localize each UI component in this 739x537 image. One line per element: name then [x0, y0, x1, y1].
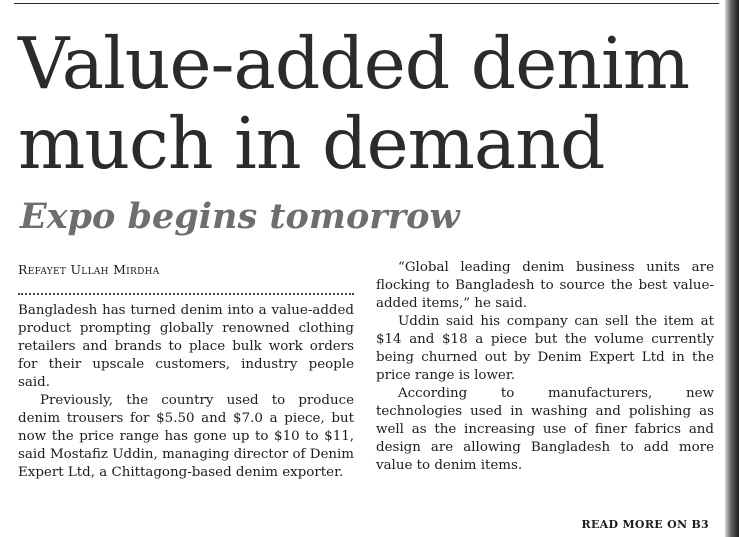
- paragraph: Uddin said his company can sell the item at $14 and $18 a piece but the volume currently being churned out by Denim Expert Ltd in the price range is lower.: [376, 314, 714, 383]
- headline-line-1: Value-added denim: [18, 22, 690, 105]
- right-column: [376, 259, 714, 475]
- paragraph: “Global leading denim business units are flocking to Bangladesh to source the best value-added items,” he said.: [376, 260, 714, 311]
- subheadline: Expo begins tomorrow: [20, 196, 460, 237]
- byline-dotted-divider: [18, 293, 354, 295]
- paragraph: Previously, the country used to produce denim trousers for $5.50 and $7.0 a piece, but now the price range has gone up to $10 to $11, said Mostafiz Uddin, managing director of Denim Expert Ltd, a Chittagong-based denim exporter.: [18, 393, 354, 480]
- left-column: [18, 302, 354, 482]
- paragraph: According to manufacturers, new technologies used in washing and polishing as well as the increasing use of finer fabrics and design are allowing Bangladesh to add more value to denim items.: [376, 386, 714, 473]
- read-more-link[interactable]: READ MORE ON B3: [581, 518, 709, 531]
- byline: Refayet Ullah Mirdha: [18, 262, 160, 277]
- page-edge-shadow: [725, 0, 739, 537]
- paragraph: Bangladesh has turned denim into a value-added product prompting globally renowned clothing retailers and brands to place bulk work orders for their upscale customers, industry people said.: [18, 303, 354, 390]
- top-rule: [14, 3, 719, 4]
- headline-line-2: much in demand: [18, 102, 605, 185]
- headline: [18, 24, 718, 184]
